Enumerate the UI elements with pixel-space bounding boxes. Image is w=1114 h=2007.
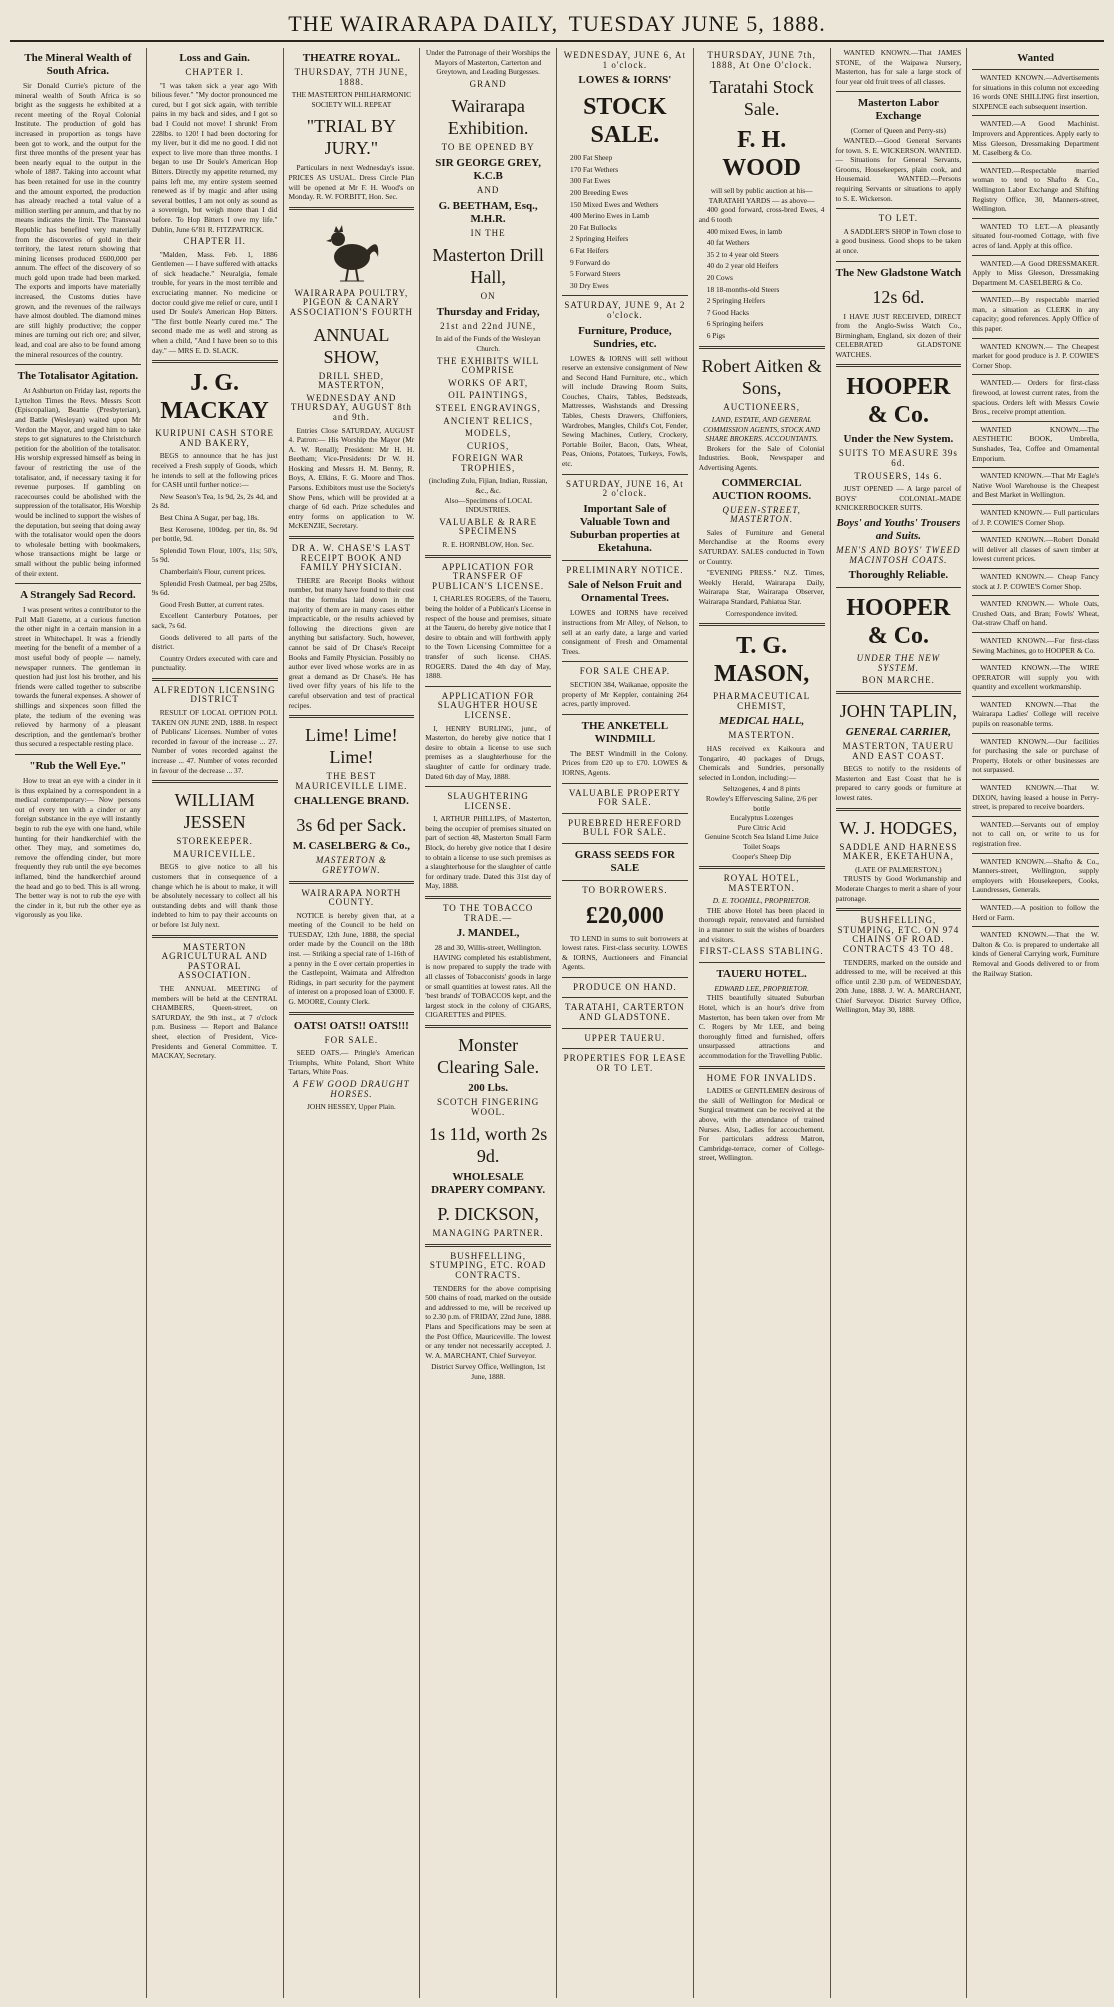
list-item: 2 Springing Heifers xyxy=(570,234,629,244)
ad-upper-taueru-title: UPPER TAUERU. xyxy=(584,1032,666,1043)
list-item: 150 Mixed Ewes and Wethers xyxy=(570,199,659,209)
list-item: 40 do 2 year old Heifers xyxy=(706,261,779,271)
ad-exhibition-on: ON xyxy=(480,291,496,302)
ad-theatre-title: THEATRE ROYAL. xyxy=(302,52,400,64)
ad-exhibition-incl: (including Zulu, Fijian, Indian, Russian, &c., &c. xyxy=(428,476,548,496)
ad-exhibition-by2: G. BEETHAM, Esq., M.H.R. xyxy=(438,199,538,225)
ad-roadwork-body: TENDERS for the above comprising 500 chains of road, marked on the outside and addressed to me, will be received up to 2.30 p.m. of FRIDAY, 22nd June, 1888. Plans and Specifications may be seen at the Post Office, Mauriceville. The lowest or any tender not necessarily accepted. J. W. A. MARCHANT, Chief Surveyor. xyxy=(425,1283,551,1360)
article-mineral-wealth: Sir Donald Currie's picture of the mineral wealth of South Africa is so bright as the suggests he exhibited at a recent meeting of the Royal Colonial Institute. The production of gold has increased in proportion as tongs have been got to work, and the output for the first three months of the present year has been nearly equal to the output in the whole of 1887. Taking into account what has been retained for use in the country and the amount exported, the production has already reached a total value of a million sterling per annum, and that by no means indicates the limit. The Transvaal Republic has benefited very materially from the discoveries of gold in their territory, the latest return showing that mining licenses produced £600,000 per annum. The effect of the discovery of so much gold upon trade had been marked. The exports and imports have materially increased, the Customs duties have grown, and the revenues of the railways have almost doubled. The diamond mines are still highly productive; the copper mines are turning out rich ore; and silver, lead, and coal are also to be found among the mineral resources of the country. xyxy=(15,81,141,359)
ad-clearing-price: 1s 11d, worth 2s 9d. xyxy=(428,1124,548,1167)
ad-labor-title: Masterton Labor Exchange xyxy=(857,97,939,123)
ad-chase-title: DR A. W. CHASE'S LAST RECEIPT BOOK AND FAMILY PHYSICIAN. xyxy=(291,543,411,573)
list-item: STEEL ENGRAVINGS, xyxy=(435,402,541,413)
ad-clearing-title: Monster Clearing Sale. xyxy=(437,1034,540,1077)
classified-item: WANTED KNOWN.—Shafto & Co., Manners-street, Wellington, supply employers with Housekeepers, Cooks, Laundresses, Generals. xyxy=(972,853,1099,895)
ad-taratahi-stock-firm: F. H. WOOD xyxy=(722,127,801,182)
ad-loss-gain-body: "I was taken sick a year ago With bilious fever." "My doctor pronounced me cured, but I got sick again, with terrible pains in my back and sides, and I got so bad I Could not move! I shrunk! From 228lbs. to 120! I had been doctoring for my liver, but it did me no good. I did not expect to live more than three months. I began to use Dr Soule's American Hop Bitters. Directly my appetite returned, my pains left me, my entire system seemed renewed as if by magic and after using several bottles, I am not only as sound as a sovereign, but weigh more than I did before. To Hop Bitters I owe my life." Dublin, June 6/'81 R. FITZPATRICK. xyxy=(151,80,278,234)
ad-mackay-intro: BEGS to announce that he has just received a Fresh supply of Goods, which he intends to sell at the following prices for CASH until further notice:— xyxy=(151,451,278,490)
ad-lime-price: 3s 6d per Sack. xyxy=(296,815,407,836)
classified-item: WANTED.— Orders for first-class firewood, at lowest current rates, from the spacious. Orders left with Messrs Cowie Bros., receive prompt attention. xyxy=(972,374,1099,416)
ad-hooper-boys: Boys' and Youths' Trousers and Suits. xyxy=(836,517,961,543)
ad-exhibition-opened: TO BE OPENED BY xyxy=(441,142,535,153)
list-item: 5 Forward Steers xyxy=(570,269,621,279)
list-item: Country Orders executed with care and punctuality. xyxy=(151,653,278,673)
ad-hooper-body: JUST OPENED — A large parcel of BOYS' COLONIAL-MADE KNICKERBOCKER SUITS. xyxy=(835,484,962,513)
list-item: FOREIGN WAR TROPHIES, xyxy=(452,453,525,473)
ad-stock-firm: LOWES & IORNS' xyxy=(578,74,672,87)
ad-hooper-sub: Under the New System. xyxy=(843,433,954,446)
ad-exhibition-in: IN THE xyxy=(470,227,506,238)
list-item: 40 fat Wethers xyxy=(706,238,750,248)
list-item: Best Kerosene, 100deg. per tin, 8s. 9d per bottle, 9d. xyxy=(151,524,278,544)
ad-produce-title: PRODUCE ON HAND. xyxy=(572,981,677,992)
classified-item: WANTED KNOWN.—Robert Donald will deliver all classes of sawn timber at lowest current prices. xyxy=(972,531,1099,564)
classified-item: WANTED KNOWN.—That the W. Dalton & Co. is prepared to undertake all kinds of General Carrying work, Furniture Removal and Goods delivered to or from the Railway Station. xyxy=(972,926,1099,978)
ad-watch-body: I HAVE JUST RECEIVED, DIRECT from the Anglo-Swiss Watch Co., Birmingham, England, six dozen of their CELEBRATED GLADSTONE WATCHES. xyxy=(835,311,962,359)
column-3 xyxy=(284,48,421,1998)
ad-clearing-item: SCOTCH FINGERING WOOL. xyxy=(436,1096,540,1117)
ad-auction-rooms-title: COMMERCIAL AUCTION ROOMS. xyxy=(712,476,812,502)
ad-ap-assoc-body: THE ANNUAL MEETING of members will be held at the CENTRAL CHAMBERS, Queen-street, on SATURDAY, the 9th inst., at 7 o'clock p.m. Business — Report and Balance sheet, election of President, Vice-Presidents and General Committee. T. MACKAY, Secretary. xyxy=(151,983,278,1061)
column-1 xyxy=(10,48,147,1998)
ad-exhibition-grand: GRAND xyxy=(469,78,507,89)
ad-tolet-title: TO LET. xyxy=(878,213,918,224)
classified-item: WANTED.—By respectable married man, a situation as CLERK in any capacity; good references. Apply Office of this paper. xyxy=(972,291,1099,333)
ad-exhibition-and: AND xyxy=(476,184,500,195)
ad-auction-rooms-addr: QUEEN-STREET, MASTERTON. xyxy=(722,504,801,525)
list-item: 6 Fat Heifers xyxy=(570,245,609,255)
ad-hooper-mens: MEN'S AND BOYS' TWEED MACINTOSH COATS. xyxy=(836,545,961,565)
list-item: 18 18-months-old Steers xyxy=(706,284,780,294)
ad-aitken-sub: AUCTIONEERS, xyxy=(723,401,800,412)
ad-mackay-title: J. G. MACKAY xyxy=(160,370,269,425)
ad-exhibition-aid: In aid of the Funds of the Wesleyan Church. xyxy=(435,334,541,353)
headline-sad-record: A Strangely Sad Record. xyxy=(20,589,136,602)
ad-aitken-title: Robert Aitken & Sons, xyxy=(701,355,822,398)
classified-item: WANTED KNOWN.—For first-class Sewing Machines, go to HOOPER & Co. xyxy=(972,632,1099,655)
classified-item: WANTED KNOWN.—That Mr Eagle's Native Wool Warehouse is the Cheapest and Best Market in Wellington. xyxy=(972,467,1099,500)
list-item: 400 mixed Ewes, in lamb xyxy=(706,226,783,236)
ad-mason-title: T. G. MASON, xyxy=(713,633,810,688)
list-item: 20 Cows xyxy=(706,272,733,282)
ad-loss-gain-title: Loss and Gain. xyxy=(179,52,250,64)
classified-item: WANTED KNOWN.— Cheap Fancy stock at J. P. COWIE'S Corner Shop. xyxy=(972,568,1099,591)
headline-totalisator: The Totalisator Agitation. xyxy=(17,370,139,383)
ad-labor-body: WANTED.—Good General Servants for town. S. E. WICKERSON. WANTED.— Situations for General Servants, Grooms, Housekeepers, plain cook, and Housemaid. WANTED.—Persons requiring Servants or situations to apply to S. E. Wickerson. xyxy=(835,135,962,203)
list-item: 35 2 to 4 year old Steers xyxy=(706,249,779,259)
ad-transfer-body: I, CHARLES ROGERS, of the Taueru, being the holder of a Publican's License in respect of the house and premises, situate at the Taueru, do hereby give notice that I desire to obtain and will forthwith apply to the Town Licensing Committee for a transfer of such license. CHAS. ROGERS. Dated the 4th day of May, 1888. xyxy=(425,594,551,681)
ad-taratahi-title: TARATAHI, CARTERTON AND GLADSTONE. xyxy=(564,1002,685,1023)
ad-mason-body: HAS received ex Kaikoura and Tongariro, 40 packages of Drugs, Chemicals and Sundries, personally selected in London, including:— xyxy=(698,743,825,782)
list-item: 200 Fat Sheep xyxy=(570,153,613,163)
ad-borrowers-title: TO BORROWERS. xyxy=(582,884,668,895)
ad-exhibition-intro: Under the Patronage of their Worships the Mayors of Masterton, Carterton and Greytown, and Leading Burgesses. xyxy=(425,48,551,77)
ad-furniture-body: LOWES & IORNS will sell without reserve an extensive consignment of New and Second Hand Furniture, etc., which will include Drawing Room Suits, Couches, Chairs, Tables, Bedsteads, Mattresses, Washstands and Dressing Tables, Chests Drawers, Chiffoniers, Wardrobes, Mangles, Child's Cot, Fender, Sewing Machines, Cutlery, Crockery, Portable Boiler, Bacon, Oats, Wheat, Peas, Onions, Potatoes, Turkeys, Fowls, etc. xyxy=(562,353,688,469)
ad-jessen-place: MAURICEVILLE. xyxy=(173,848,256,859)
list-item: OIL PAINTINGS, xyxy=(448,390,529,401)
list-item: 30 Dry Ewes xyxy=(570,280,609,290)
ad-invalids-title: HOME FOR INVALIDS. xyxy=(706,1072,817,1083)
list-item: New Season's Tea, 1s 9d, 2s, 2s 4d, and 2s 8d. xyxy=(151,491,278,511)
list-item: WORKS OF ART, xyxy=(448,377,529,388)
ad-taratahi-stock-body: will sell by public auction at his— TARATAHI YARDS — as above— xyxy=(708,186,815,205)
ad-tobacco-body: HAVING completed his establishment, is now prepared to supply the trade with all classes of Tobacconists' goods in large or small quantities at lowest rates. All the 'best brands' of TOBACCOS kept, and the largest stock in the colony of CIGARS, CIGARETTES and PIPES. xyxy=(425,952,551,1020)
ad-slaughtering-body: I, ARTHUR PHILLIPS, of Masterton, being the occupier of premises situated on part of section 48, Masterton Small Farm Block, do hereby give notice that I desire to obtain a license to use such premises as a slaughterhouse for the slaughter of cattle for ordinary trade. Dated this 31st day of May, 1888. xyxy=(425,814,551,891)
list-item: Good Fresh Butter, at current rates. xyxy=(159,599,264,609)
ad-hodges-sub: SADDLE AND HARNESS MAKER, EKETAHUNA, xyxy=(839,841,958,862)
article-rub-eye: How to treat an eye with a cinder in it is thus explained by a correspondent in a medical contemporary:— Now persons out of every ten with a cinder or any foreign substance in the eye will instantly begin to rub the eye with one hand, while hunting for their handkerchief with the other. They may, and sometimes do, remove the offending cinder, but more frequently they rub until the eye becomes inflamed, bind the handkerchief around the head and go to bed. This is all wrong. The better way is not to rub the eye with the cinder in it, but rub the other eye as vigorously as you like. xyxy=(15,776,141,920)
ad-borrowers-amount: £20,000 xyxy=(585,902,664,929)
list-item: ANCIENT RELICS, xyxy=(443,415,534,426)
ad-royal-owner: D. E. TOOHILL, PROPRIETOR. xyxy=(712,896,811,906)
ad-clearing-name: P. DICKSON, xyxy=(437,1204,539,1225)
list-item: 2 Springing Heifers xyxy=(706,296,766,306)
ad-hooper-rel: Thoroughly Reliable. xyxy=(848,569,949,582)
ad-exhibition-venue: Masterton Drill Hall, xyxy=(432,245,544,288)
list-item: Best China A Sugar, per bag, 18s. xyxy=(159,512,260,522)
ad-clearing-qty: 200 Lbs. xyxy=(468,1081,508,1094)
list-item: 400 Merino Ewes in Lamb xyxy=(570,211,650,221)
ad-lime-title: Lime! Lime! Lime! xyxy=(305,725,398,768)
ad-furniture-date: SATURDAY, JUNE 9, At 2 o'clock. xyxy=(564,300,686,320)
list-item: Goods delivered to all parts of the district. xyxy=(151,632,278,652)
list-item: CURIOS, xyxy=(466,440,510,451)
ad-taratahi-stock-title: Taratahi Stock Sale. xyxy=(709,77,814,120)
list-item: Cooper's Sheep Dip xyxy=(732,851,792,861)
list-item: Seltzogenes, 4 and 8 pints xyxy=(723,784,801,794)
list-item: MODELS, xyxy=(464,428,512,439)
ad-prelim-body: LOWES and IORNS have received instructions from Mr Alley, of Nelson, to sell at an early date, a large and varied consignment of Fresh and Ornamental Trees. xyxy=(562,608,688,656)
ad-mackay-sub: KURIPUNI CASH STORE AND BAKERY, xyxy=(155,428,275,448)
list-item: 400 good forward, cross-bred Ewes, 4 and 6 tooth xyxy=(698,205,825,224)
ad-furniture-title: Furniture, Produce, Sundries, etc. xyxy=(578,324,672,350)
rooster-icon xyxy=(316,215,386,285)
ad-auction-rooms-corr: Correspondence invited. xyxy=(725,608,798,618)
ad-exhibition-sec: R. E. HORNBLOW, Hon. Sec. xyxy=(442,540,534,550)
ad-watch-title: The New Gladstone Watch xyxy=(835,266,962,279)
ad-jessen-title: WILLIAM JESSEN xyxy=(174,790,255,833)
ad-taplin-body: BEGS to notify to the residents of Masterton and East Coast that he is prepared to carry goods or furniture at lowest rates. xyxy=(835,764,962,802)
ad-stock-title: STOCK SALE. xyxy=(583,94,667,149)
list-item: Splendid Fresh Oatmeal, per bag 25lbs, 9s 6d. xyxy=(151,578,278,598)
classified-item: WANTED KNOWN.—That W. DIXON, having leased a house in Perry-street, is prepared to receive boarders. xyxy=(972,779,1099,812)
ad-mason-hall: MEDICAL HALL, xyxy=(719,715,805,728)
ad-lease-title: PROPERTIES FOR LEASE OR TO LET. xyxy=(563,1053,687,1073)
ad-poultry-show: ANNUAL SHOW, xyxy=(313,324,390,367)
classified-item: WANTED KNOWN.— Full particulars of J. P. COWIE'S Corner Shop. xyxy=(972,504,1099,527)
ad-bull-title: PUREBRED HEREFORD BULL FOR SALE. xyxy=(567,817,682,838)
ad-watch-price: 12s 6d. xyxy=(872,286,925,307)
list-item: 6 Pigs xyxy=(706,330,726,340)
ad-auction-rooms-papers: "EVENING PRESS." N.Z. Times, Weekly Herald, Wairarapa Daily, Wairarapa Star, Wairarapa Observer, Wairarapa Standard, Pahiatua Star. xyxy=(698,568,825,606)
classified-item: WANTED.—A position to follow the Herd or Farm. xyxy=(972,899,1099,922)
ad-tobacco-name: J. MANDEL, xyxy=(456,927,520,940)
ad-slaughter-title: APPLICATION FOR SLAUGHTER HOUSE LICENSE. xyxy=(437,690,539,720)
ad-mackay-items xyxy=(152,492,278,673)
ad-hooper2-shop: BON MARCHE. xyxy=(861,675,935,686)
ad-hodges-late: (LATE OF PALMERSTON.) xyxy=(855,864,942,874)
ad-theatre-date: THURSDAY, 7TH JUNE, 1888. xyxy=(294,67,409,87)
classified-item: WANTED.—A Good DRESSMAKER. Apply to Miss Gleeson, Dressmaking Department M. CASELBERG & Co. xyxy=(972,255,1099,288)
ad-bushfelling-body: TENDERS, marked on the outside and addressed to me, will be received at this office until 2.30 p.m. of WEDNESDAY, 20th June, 1888. J. W. A. MARCHANT, Chief Surveyor. District Survey Office, Wellington, May 30, 1888. xyxy=(835,957,962,1015)
list-item: Splendid Town Flour, 100's, 11s; 50's, 5s 9d. xyxy=(151,545,278,565)
ad-exhibition-title: Wairarapa Exhibition. xyxy=(447,96,529,139)
ad-exhibition-dates: 21st and 22nd JUNE, xyxy=(440,320,537,331)
classified-item: WANTED.—Servants out of employ not to call on, or write to us for registration free. xyxy=(972,816,1099,849)
list-item: Pure Citric Acid xyxy=(737,822,786,832)
ad-exhibition-days: Thursday and Friday, xyxy=(436,305,540,318)
ad-exhibition-rare: VALUABLE & RARE SPECIMENS xyxy=(439,516,538,537)
list-item: Chamberlain's Flour, current prices. xyxy=(159,566,266,576)
list-item: Toilet Soaps xyxy=(743,841,780,851)
columns xyxy=(10,48,1104,1998)
ad-taratahi-stock-date: THURSDAY, JUNE 7th, 1888, At One O'clock. xyxy=(707,50,816,70)
ad-lime-sub: THE BEST MAURICEVILLE LIME. xyxy=(295,771,408,791)
ad-alfredton-title: ALFREDTON LICENSING DISTRICT xyxy=(153,684,276,705)
column-6 xyxy=(694,48,831,1998)
ad-taueru-title: TAUERU HOTEL. xyxy=(716,967,807,980)
ad-labor-sub: (Corner of Queen and Perry-sts) xyxy=(850,126,946,136)
ad-forsale-body: SECTION 384, Waikanae, opposite the property of Mr Keppler, containing 264 acres, partly improved. xyxy=(562,679,688,709)
ad-exhibition-comprise: THE EXHIBITS WILL COMPRISE xyxy=(436,355,540,376)
ad-theatre-show: "TRIAL BY JURY." xyxy=(306,116,396,159)
ad-aitken-body: LAND, ESTATE, AND GENERAL COMMISSION AGENTS, STOCK AND SHARE BROKERS. ACCOUNTANTS. xyxy=(703,415,821,444)
masthead-title: THE WAIRARAPA DAILY, xyxy=(288,11,559,36)
ad-forsale-title: FOR SALE CHEAP. xyxy=(579,666,670,677)
classified-item: WANTED KNOWN.—Our facilities for purchasing the sale or purchase of Property, Hotels or other businesses are not surpassed. xyxy=(972,733,1099,775)
ad-oats-also: A FEW GOOD DRAUGHT HORSES. xyxy=(293,1079,410,1099)
ad-windmill-title: THE ANKETELL WINDMILL xyxy=(581,719,669,745)
ad-hooper2-title: HOOPER & Co. xyxy=(846,595,951,650)
list-item: 7 Good Hacks xyxy=(706,307,750,317)
ad-eketahuna-date: SATURDAY, JUNE 16, At 2 o'clock. xyxy=(565,478,684,499)
ad-oats-body: SEED OATS.— Pringle's American Triumphs, White Poland, Short White Tartars, White Poas. xyxy=(288,1048,415,1077)
ad-mason-sub: PHARMACEUTICAL CHEMIST, xyxy=(713,691,811,711)
masthead-date: TUESDAY JUNE 5, 1888. xyxy=(568,11,826,36)
list-item: 200 Breeding Ewes xyxy=(570,187,628,197)
ad-theatre-note: Particulars in next Wednesday's issue. PRICES AS USUAL. Dress Circle Plan will be opened at Mr F. H. Wood's on Monday. R. W. FORBITT, Hon. Sec. xyxy=(288,163,415,202)
classified-item: WANTED TO LET.—A pleasantly situated four-roomed Cottage, with five acres of land. Apply at this office. xyxy=(972,218,1099,251)
ad-windmill-body: The BEST Windmill in the Colony. Prices from £20 up to £70. LOWES & IORNS, Agents. xyxy=(562,748,688,777)
ad-taplin-sub: GENERAL CARRIER, xyxy=(845,726,952,738)
ad-exhibition-also: Also—Specimens of LOCAL INDUSTRIES. xyxy=(444,495,533,515)
ad-roadwork-sig: District Survey Office, Wellington, 1st June, 1888. xyxy=(431,1362,546,1381)
ad-roadwork-title: BUSHFELLING, STUMPING, ETC. ROAD CONTRACTS. xyxy=(429,1250,547,1280)
headline-mineral-wealth: The Mineral Wealth of South Africa. xyxy=(24,52,132,77)
classified-item: WANTED KNOWN.— Whole Oats, Crushed Oats, and Bran; Fowls' Wheat, Oat-straw Chaff on hand. xyxy=(972,595,1099,628)
ad-slaughter-body: I, HENRY BURLING, junr., of Masterton, do hereby give notice that I desire to obtain a license to use such premises as a slaughterhouse for the slaughter of cattle for ordinary trade. Dated 6th day of May, 1888. xyxy=(425,723,551,781)
ad-hooper-suits: SUITS TO MEASURE 39s 6d. xyxy=(838,448,958,469)
list-item: 9 Forward do xyxy=(570,257,610,267)
list-item: Genuine Scotch Sea Island Lime Juice xyxy=(704,832,819,842)
ad-loss-gain-body2: "Malden, Mass. Feb. 1, 1886 Gentlemen — I have suffered with attacks of sick headache." Neuralgia, female trouble, for years in the most terrible and excruciating manner. No medicine or doctor could give me relief or cure, until I used Dr Soule's American Hop Bitters. "The first bottle Nearly cured me." The second made me as well and strong as when a child, "And I have been so to this day." — MRS E. D. SLACK. xyxy=(151,249,278,355)
ad-taplin-title: JOHN TAPLIN, xyxy=(839,701,957,721)
ad-lime-brand: CHALLENGE BRAND. xyxy=(293,795,409,808)
ad-tolet-body: A SADDLER'S SHOP in Town close to a good business. Good shops to be taken at once. xyxy=(835,226,962,255)
ad-prelim-sub: Sale of Nelson Fruit and Ornamental Trees. xyxy=(568,579,682,605)
masthead xyxy=(10,8,1104,42)
ad-poultry-title: WAIRARAPA POULTRY, PIGEON & CANARY ASSOCIATION'S FOURTH xyxy=(289,287,414,317)
list-item: Rowley's Effervescing Saline, 2/6 per bottle xyxy=(705,793,818,813)
ad-oats-name: JOHN HESSEY, Upper Plain. xyxy=(306,1102,396,1112)
list-item: Eucalyptus Lozenges xyxy=(730,813,794,823)
ad-poultry-dates: WEDNESDAY AND THURSDAY, AUGUST 8th and 9th. xyxy=(290,392,412,422)
ad-royal-title: ROYAL HOTEL, MASTERTON. xyxy=(723,873,800,893)
list-item: 6 Springing heifers xyxy=(706,319,764,329)
ad-poultry-place: DRILL SHED, MASTERTON, xyxy=(318,370,385,391)
list-item: 20 Fat Bullocks xyxy=(570,222,617,232)
ad-aitken-note: Brokers for the Sale of Colonial Industries. Book, Newspaper and Advertising Agents. xyxy=(698,443,825,473)
ad-prelim-title: PRELIMINARY NOTICE. xyxy=(566,564,684,575)
ad-jessen-sub: STOREKEEPER. xyxy=(176,836,253,847)
column-8 xyxy=(967,48,1104,1998)
ad-clearing-role: MANAGING PARTNER. xyxy=(432,1228,544,1239)
ad-royal-stable: FIRST-CLASS STABLING. xyxy=(699,946,824,957)
ad-hooper-trousers: TROUSERS, 14s 6. xyxy=(854,470,943,481)
ad-royal-body: THE above Hotel has been placed in thorough repair, renovated and furnished in a manner to suit the wishes of boarders and visitors. xyxy=(698,905,825,944)
ad-poultry-body: Entries Close SATURDAY, AUGUST 4. Patron:— His Worship the Mayor (Mr A. W. Renall); President: Mr H. H. Beetham; Vice-Presidents: Dr W. H. Hosking and Messrs H. M. Benny, R. Boys, A. Elkins, F. G. Moore and Thos. Parsons. Exhibitors must use the Society's Show Pens, which will be provided at a charge of 6d each. Prize schedules and entry forms on application to W. McKENZIE, Secretary. xyxy=(288,425,415,531)
article-totalisator: At Ashburton on Friday last, reports the Lyttelton Times the Revs. Messrs Scott (Episcopalian), Beattie (Presbyterian), and Battle (Wesleyan) waited upon Mr Verdon the Mayor, and urged him to take steps to get signatures to the Christchurch petition for the abolition of the totalisator. His worship expressed himself as being in favour of restricting the use of the totalisator, and, if necessary taxing it for revenue purposes. If gambling on racecourses could be abolished with the suppression of the totalisator, His Worship would be inclined to support the wishes of the deputation, but seeing that doing away with the totalisator would open the doors to wholesale betting with bookmakers, whose transactions might be large or small without the public being informed of their extent. xyxy=(15,386,141,578)
ad-taplin-place: MASTERTON, TAUERU AND EAST COAST. xyxy=(842,741,955,761)
ad-stone-nursery: WANTED KNOWN.—That JAMES STONE, of the Waipawa Nursery, Masterton, has for sale a large stock of four year old fruit trees of all classes. xyxy=(835,48,962,86)
classified-item: WANTED KNOWN.—That the Wairarapa Ladies' College will receive pupils on reasonable terms. xyxy=(972,696,1099,729)
ad-valprop-title: VALUABLE PROPERTY FOR SALE. xyxy=(568,787,681,808)
ad-loss-gain-chapter: CHAPTER I. xyxy=(185,67,244,77)
ad-loss-gain-chapter2: CHAPTER II. xyxy=(183,236,246,247)
ad-tobacco-title: TO THE TOBACCO TRADE.— xyxy=(442,903,534,923)
ad-chase-body: THERE are Receipt Books without number, but many have found to their cost that the formulas laid down in the majority of them are in many cases either impracticable, or the results achieved by following the directions given are anything but satisfactory. Such, however, cannot be said of Dr Chase's Receipt Books and Family Physician. Possibly no author ever lived whose works are in as great a demand as Dr Chase's. He has lived over fifty years of his life to the careful observation and test of practical recipes. xyxy=(288,575,415,710)
ad-ap-assoc-title: MASTERTON AGRICULTURAL AND PASTORAL ASSOCIATION. xyxy=(161,941,268,981)
column-7 xyxy=(831,48,968,1998)
headline-rub-eye: "Rub the Well Eye." xyxy=(29,760,127,772)
ad-tobacco-addr: 28 and 30, Willis-street, Wellington. xyxy=(434,943,542,953)
ad-borrowers-body: TO LEND in sums to suit borrowers at lowest rates. First-class security. LOWES & IORNS, Auctioneers and Financial Agents. xyxy=(562,933,688,972)
ad-theatre-body: THE MASTERTON PHILHARMONIC SOCIETY WILL REPEAT xyxy=(291,90,412,109)
ad-exhibition-by: SIR GEORGE GREY, K.C.B xyxy=(435,156,541,182)
ad-lime-firm: M. CASELBERG & Co., xyxy=(292,840,411,853)
column-2 xyxy=(147,48,284,1998)
classified-item: WANTED.—A Good Machinist. Improvers and Apprentices. Apply early to Miss Gleeson, Dressmaking Department M. Caselberg & Co. xyxy=(972,115,1099,157)
ad-invalids-body: LADIES or GENTLEMEN desirous of the skill of Wellington for Medical or Surgical treatment can be received at the above, with the attendance of trained Nurses. Also, Ladies for accouchement. For particulars address Matron, Cambridge-terrace, corner of College-street, Wellington. xyxy=(698,1086,825,1163)
ad-mason-place: MASTERTON. xyxy=(728,730,795,741)
ad-hooper2-sub: UNDER THE NEW SYSTEM. xyxy=(856,653,941,673)
list-item: 300 Fat Ewes xyxy=(570,176,611,186)
ad-taueru-owner: EDWARD LEE, PROPRIETOR. xyxy=(714,983,809,993)
article-sad-record: I was present writes a contributor to the Pall Mall Gazette, at a curious function the other night in a certain mansion in a street in Whitechapel. It was a friendly meeting for the benefit of a member of a most useful body of people — namely, newspaper runners. The gentleman in question had just lost his brother, and his friends were called together to subscribe towards the funeral expenses. A shower of shillings and sixpences soon filled the plate, the tedium of the evening was relieved by harmony of a pleasant description, and the gentleman's brother thus secured a respectable resting place. xyxy=(15,605,141,749)
classified-item: WANTED KNOWN.—Advertisements for situations in this column not exceeding 16 words ONE SHILLING first insertion, SIXPENCE each subsequent insertion. xyxy=(972,69,1099,111)
ad-slaughtering-title: SLAUGHTERING LICENSE. xyxy=(447,791,529,811)
ad-bushfelling-title: BUSHFELLING, STUMPING, ETC. ON 974 CHAINS OF ROAD. CONTRACTS 43 TO 48. xyxy=(837,915,960,954)
ad-county-body: NOTICE is hereby given that, at a meeting of the Council to be held on TUESDAY, 12th June, 1888, the special order made by the Council on the 18th inst. — Striking a special rate of 1-16th of a penny in the £ over certain properties in the Castlepoint, Waimata and Alfredton Ridings, in part security for the payment of interest on a proposed loan of £3000. F. G. MOORE, County Clerk. xyxy=(288,910,415,1007)
ad-lime-place: MASTERTON & GREYTOWN. xyxy=(315,855,387,875)
ad-taueru-body: THIS beautifully situated Suburban Hotel, which is an hour's drive from Masterton, has been taken over from Mr C. Rogers by Mr LEE, and being thoroughly fitted and furnished, offers unsurpassed attractions and accommodation for the Travelling Public. xyxy=(698,993,825,1060)
ad-stock-date: WEDNESDAY, JUNE 6, At 1 o'clock. xyxy=(563,50,686,70)
ad-auction-rooms-body: Sales of Furniture and General Merchandise at the Rooms every SATURDAY. SALES conducted in Town or Country. xyxy=(698,527,825,566)
ad-oats-title: OATS! OATS!! OATS!!! xyxy=(293,1019,409,1032)
wanted-heading: Wanted xyxy=(1017,52,1054,64)
classified-item: WANTED.—Respectable married woman to tend to Shafto & Co., Wellington Labor Exchange and Shifting Registry Office, 30, Manners-street, Wellington. xyxy=(972,162,1099,214)
ad-hodges-title: W. J. HODGES, xyxy=(839,817,958,838)
classified-item: WANTED KNOWN.— The Cheapest market for good produce is J. P. COWIE'S Corner Shop. xyxy=(972,338,1099,371)
ad-county-title: WAIRARAPA NORTH COUNTY. xyxy=(301,887,402,908)
ad-hooper-title: HOOPER & Co. xyxy=(846,374,951,429)
list-item: 170 Fat Wethers xyxy=(570,164,619,174)
ad-seeds-title: GRASS SEEDS FOR SALE xyxy=(574,848,675,874)
list-item: Excellent Canterbury Potatoes, per sack, 7s 6d. xyxy=(151,611,278,630)
ad-clearing-whole: WHOLESALE DRAPERY COMPANY. xyxy=(431,1171,546,1197)
ad-oats-sub: FOR SALE. xyxy=(324,1034,379,1045)
column-5 xyxy=(557,48,694,1998)
ad-hodges-body: TRUSTS by Good Workmanship and Moderate Charges to merit a share of your patronage. xyxy=(835,874,962,903)
ad-alfredton-body: RESULT OF LOCAL OPTION POLL TAKEN ON JUNE 2ND, 1888. In respect of Publicans' Licenses. Number of votes recorded in favour of the increase ... 27. Number of votes recorded against the increase ... 47. Number of votes recorded in favour of the decrease ... 37. xyxy=(151,708,278,775)
ad-transfer-title: APPLICATION FOR TRANSFER OF PUBLICAN'S LICENSE. xyxy=(432,561,545,591)
classified-item: WANTED KNOWN.—The AESTHETIC BOOK, Umbrella, Sunshades, Tea, Coffee and Ornamental Emporium. xyxy=(972,421,1099,463)
column-4 xyxy=(420,48,557,1998)
ad-jessen-body: BEGS to give notice to all his customers that in consequence of a change which he is about to make, it will be absolutely necessary to collect all his outstanding debts and will thank those indebted to him to pay their accounts on or before 1st July next. xyxy=(151,862,278,929)
classified-item: WANTED KNOWN.—The WIRE OPERATOR will supply you with quantity and excellent workmanship. xyxy=(972,659,1099,692)
ad-eketahuna-title: Important Sale of Valuable Town and Suburban properties at Eketahuna. xyxy=(569,502,680,554)
